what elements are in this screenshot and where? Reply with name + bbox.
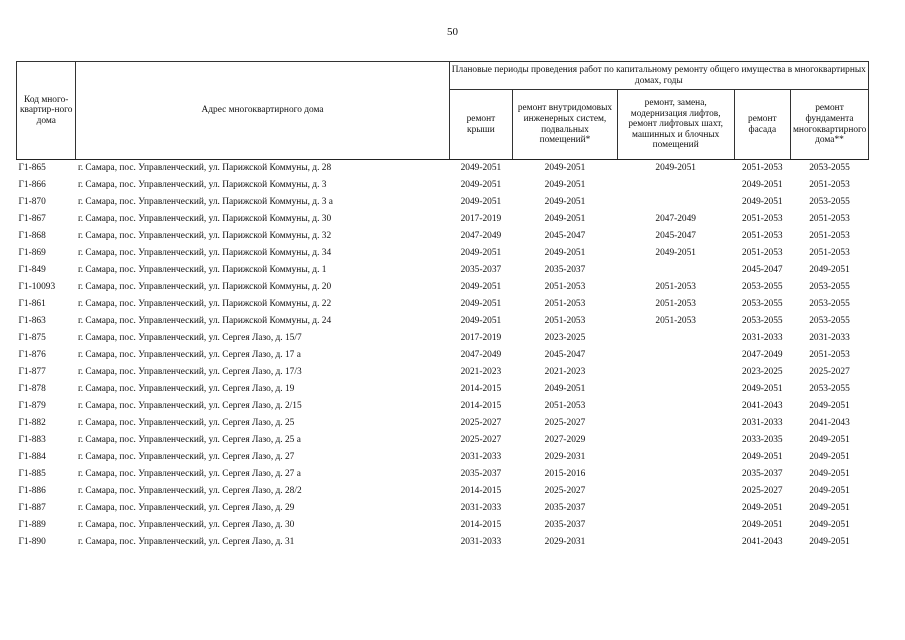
cell-systems: 2025-2027 [544,486,586,497]
cell-code: Г1-877 [18,367,46,378]
header-address: Адрес многоквартирного дома [76,62,449,160]
cell-code: Г1-868 [18,231,46,242]
table-row [17,245,869,262]
cell-code: Г1-849 [18,265,46,276]
cell-code: Г1-861 [18,299,46,310]
cell-foundation: 2049-2051 [809,537,850,548]
cell-lifts: 2051-2053 [655,299,696,310]
cell-lifts: 2049-2051 [655,248,696,259]
cell-foundation: 2053-2055 [809,163,850,174]
cell-roof: 2014-2015 [460,486,502,497]
cell-foundation: 2051-2053 [809,180,850,191]
cell-address: г. Самара, пос. Управленческий, ул. Сергея Лазо, д. 31 [77,537,295,548]
cell-facade: 2049-2051 [742,520,783,531]
table-row [17,449,869,466]
table-row [17,313,869,330]
cell-lifts [617,347,734,364]
table-row [17,466,869,483]
cell-foundation: 2053-2055 [809,299,850,310]
cell-roof: 2035-2037 [460,469,502,480]
cell-foundation: 2041-2043 [809,418,850,429]
table-row [17,279,869,296]
cell-systems: 2029-2031 [544,452,586,463]
cell-address: г. Самара, пос. Управленческий, ул. Сергея Лазо, д. 19 [77,384,295,395]
cell-code: Г1-884 [18,452,46,463]
header-facade: ремонт фасада [734,90,790,160]
table-row [17,517,869,534]
cell-facade: 2033-2035 [742,435,783,446]
cell-roof: 2049-2051 [460,180,502,191]
table-row [17,432,869,449]
table-row [17,534,869,551]
cell-code: Г1-863 [18,316,46,327]
cell-code: Г1-867 [18,214,46,225]
cell-foundation: 2053-2055 [809,197,850,208]
cell-lifts [617,262,734,279]
cell-roof: 2014-2015 [460,520,502,531]
cell-facade: 2041-2043 [742,537,783,548]
cell-foundation: 2053-2055 [809,384,850,395]
cell-address: г. Самара, пос. Управленческий, ул. Парижской Коммуны, д. 30 [77,214,332,225]
cell-code: Г1-866 [18,180,46,191]
cell-facade: 2049-2051 [742,197,783,208]
cell-code: Г1-890 [18,537,46,548]
cell-code: Г1-886 [18,486,46,497]
cell-systems: 2023-2025 [544,333,586,344]
cell-lifts [617,364,734,381]
cell-systems: 2051-2053 [544,282,586,293]
cell-lifts: 2051-2053 [655,282,696,293]
cell-lifts [617,466,734,483]
cell-systems: 2035-2037 [544,520,586,531]
cell-systems: 2049-2051 [544,180,586,191]
cell-roof: 2049-2051 [460,316,502,327]
header-planned-periods: Плановые периоды проведения работ по капитальному ремонту общего имущества в многоквартирных домах, годы [449,62,868,90]
cell-facade: 2049-2051 [742,180,783,191]
cell-foundation: 2049-2051 [809,452,850,463]
cell-lifts [617,534,734,551]
cell-address: г. Самара, пос. Управленческий, ул. Сергея Лазо, д. 15/7 [77,333,302,344]
cell-roof: 2025-2027 [460,418,502,429]
cell-foundation: 2049-2051 [809,520,850,531]
cell-address: г. Самара, пос. Управленческий, ул. Сергея Лазо, д. 30 [77,520,295,531]
cell-roof: 2014-2015 [460,384,502,395]
cell-lifts [617,330,734,347]
cell-foundation: 2049-2051 [809,486,850,497]
cell-facade: 2051-2053 [742,231,783,242]
cell-systems: 2049-2051 [544,214,586,225]
cell-roof: 2049-2051 [460,248,502,259]
cell-facade: 2053-2055 [742,316,783,327]
cell-roof: 2047-2049 [460,231,502,242]
cell-systems: 2051-2053 [544,401,586,412]
cell-lifts [617,432,734,449]
cell-facade: 2049-2051 [742,452,783,463]
table-row [17,160,869,178]
cell-systems: 2045-2047 [544,350,586,361]
cell-systems: 2029-2031 [544,537,586,548]
cell-systems: 2051-2053 [544,299,586,310]
header-code: Код много-квартир-ного дома [17,62,76,160]
cell-address: г. Самара, пос. Управленческий, ул. Сергея Лазо, д. 2/15 [77,401,302,412]
table-row [17,500,869,517]
cell-facade: 2031-2033 [742,333,783,344]
cell-systems: 2049-2051 [544,384,586,395]
cell-lifts [617,177,734,194]
cell-lifts: 2047-2049 [655,214,696,225]
cell-foundation: 2049-2051 [809,435,850,446]
cell-facade: 2053-2055 [742,299,783,310]
cell-code: Г1-876 [18,350,46,361]
table-row [17,228,869,245]
cell-facade: 2035-2037 [742,469,783,480]
header-systems: ремонт внутридомовых инженерных систем, подвальных помещений* [513,90,618,160]
cell-roof: 2031-2033 [460,452,502,463]
cell-foundation: 2051-2053 [809,248,850,259]
cell-address: г. Самара, пос. Управленческий, ул. Парижской Коммуны, д. 28 [77,163,332,174]
page-number: 50 [447,26,458,38]
cell-roof: 2031-2033 [460,537,502,548]
cell-roof: 2025-2027 [460,435,502,446]
cell-facade: 2045-2047 [742,265,783,276]
cell-systems: 2045-2047 [544,231,586,242]
cell-address: г. Самара, пос. Управленческий, ул. Сергея Лазо, д. 29 [77,503,295,514]
cell-lifts [617,483,734,500]
cell-foundation: 2051-2053 [809,350,850,361]
cell-address: г. Самара, пос. Управленческий, ул. Парижской Коммуны, д. 34 [77,248,332,259]
cell-roof: 2049-2051 [460,197,502,208]
cell-code: Г1-865 [18,163,46,174]
cell-systems: 2025-2027 [544,418,586,429]
cell-address: г. Самара, пос. Управленческий, ул. Сергея Лазо, д. 28/2 [77,486,302,497]
cell-systems: 2051-2053 [544,316,586,327]
cell-address: г. Самара, пос. Управленческий, ул. Парижской Коммуны, д. 3 а [77,197,333,208]
cell-address: г. Самара, пос. Управленческий, ул. Парижской Коммуны, д. 24 [77,316,332,327]
cell-systems: 2049-2051 [544,248,586,259]
cell-lifts [617,517,734,534]
cell-foundation: 2049-2051 [809,503,850,514]
cell-code: Г1-883 [18,435,46,446]
table-row [17,381,869,398]
cell-lifts [617,449,734,466]
table-row [17,364,869,381]
cell-code: Г1-875 [18,333,46,344]
cell-facade: 2041-2043 [742,401,783,412]
cell-lifts [617,381,734,398]
cell-foundation: 2051-2053 [809,214,850,225]
cell-facade: 2023-2025 [742,367,783,378]
cell-lifts: 2049-2051 [655,163,696,174]
cell-lifts [617,398,734,415]
cell-code: Г1-10093 [18,282,56,293]
cell-address: г. Самара, пос. Управленческий, ул. Парижской Коммуны, д. 22 [77,299,332,310]
table-header [17,62,869,160]
cell-lifts [617,194,734,211]
cell-lifts: 2045-2047 [655,231,696,242]
cell-foundation: 2049-2051 [809,265,850,276]
cell-foundation: 2051-2053 [809,231,850,242]
cell-systems: 2035-2037 [544,265,586,276]
cell-roof: 2031-2033 [460,503,502,514]
table-row [17,415,869,432]
cell-systems: 2049-2051 [544,163,586,174]
header-roof: ремонт крыши [449,90,513,160]
cell-roof: 2017-2019 [460,333,502,344]
cell-facade: 2049-2051 [742,384,783,395]
capital-repair-schedule-table [16,61,869,551]
header-foundation: ремонт фундамента многоквартирного дома** [791,90,869,160]
cell-roof: 2049-2051 [460,163,502,174]
cell-address: г. Самара, пос. Управленческий, ул. Сергея Лазо, д. 25 а [77,435,301,446]
cell-code: Г1-870 [18,197,46,208]
cell-facade: 2025-2027 [742,486,783,497]
cell-address: г. Самара, пос. Управленческий, ул. Парижской Коммуны, д. 32 [77,231,332,242]
table-row [17,262,869,279]
table-body [17,160,869,552]
cell-address: г. Самара, пос. Управленческий, ул. Сергея Лазо, д. 17 а [77,350,301,361]
table-row [17,194,869,211]
cell-code: Г1-889 [18,520,46,531]
cell-roof: 2049-2051 [460,282,502,293]
cell-roof: 2035-2037 [460,265,502,276]
cell-foundation: 2031-2033 [809,333,850,344]
cell-facade: 2051-2053 [742,214,783,225]
cell-code: Г1-882 [18,418,46,429]
cell-lifts [617,500,734,517]
cell-roof: 2021-2023 [460,367,502,378]
cell-lifts [617,415,734,432]
cell-facade: 2051-2053 [742,248,783,259]
cell-foundation: 2025-2027 [809,367,850,378]
table-row [17,296,869,313]
cell-roof: 2017-2019 [460,214,502,225]
cell-roof: 2049-2051 [460,299,502,310]
cell-facade: 2047-2049 [742,350,783,361]
cell-code: Г1-887 [18,503,46,514]
cell-address: г. Самара, пос. Управленческий, ул. Парижской Коммуны, д. 1 [77,265,327,276]
cell-systems: 2015-2016 [544,469,586,480]
cell-address: г. Самара, пос. Управленческий, ул. Сергея Лазо, д. 27 а [77,469,301,480]
cell-code: Г1-879 [18,401,46,412]
cell-systems: 2027-2029 [544,435,586,446]
cell-systems: 2021-2023 [544,367,586,378]
cell-lifts: 2051-2053 [655,316,696,327]
cell-roof: 2014-2015 [460,401,502,412]
cell-code: Г1-885 [18,469,46,480]
cell-facade: 2053-2055 [742,282,783,293]
cell-facade: 2049-2051 [742,503,783,514]
cell-facade: 2031-2033 [742,418,783,429]
cell-foundation: 2049-2051 [809,469,850,480]
header-lifts: ремонт, замена, модернизация лифтов, ремонт лифтовых шахт, машинных и блочных помещений [617,90,734,160]
table-row [17,177,869,194]
cell-code: Г1-878 [18,384,46,395]
table-row [17,398,869,415]
table-row [17,211,869,228]
cell-foundation: 2049-2051 [809,401,850,412]
cell-address: г. Самара, пос. Управленческий, ул. Сергея Лазо, д. 17/3 [77,367,302,378]
cell-address: г. Самара, пос. Управленческий, ул. Парижской Коммуны, д. 20 [77,282,332,293]
cell-systems: 2035-2037 [544,503,586,514]
cell-systems: 2049-2051 [544,197,586,208]
cell-foundation: 2053-2055 [809,282,850,293]
cell-address: г. Самара, пос. Управленческий, ул. Сергея Лазо, д. 27 [77,452,295,463]
cell-roof: 2047-2049 [460,350,502,361]
cell-address: г. Самара, пос. Управленческий, ул. Парижской Коммуны, д. 3 [77,180,327,191]
cell-code: Г1-869 [18,248,46,259]
cell-address: г. Самара, пос. Управленческий, ул. Сергея Лазо, д. 25 [77,418,295,429]
cell-facade: 2051-2053 [742,163,783,174]
table-row [17,330,869,347]
table-row [17,483,869,500]
table-row [17,347,869,364]
cell-foundation: 2053-2055 [809,316,850,327]
